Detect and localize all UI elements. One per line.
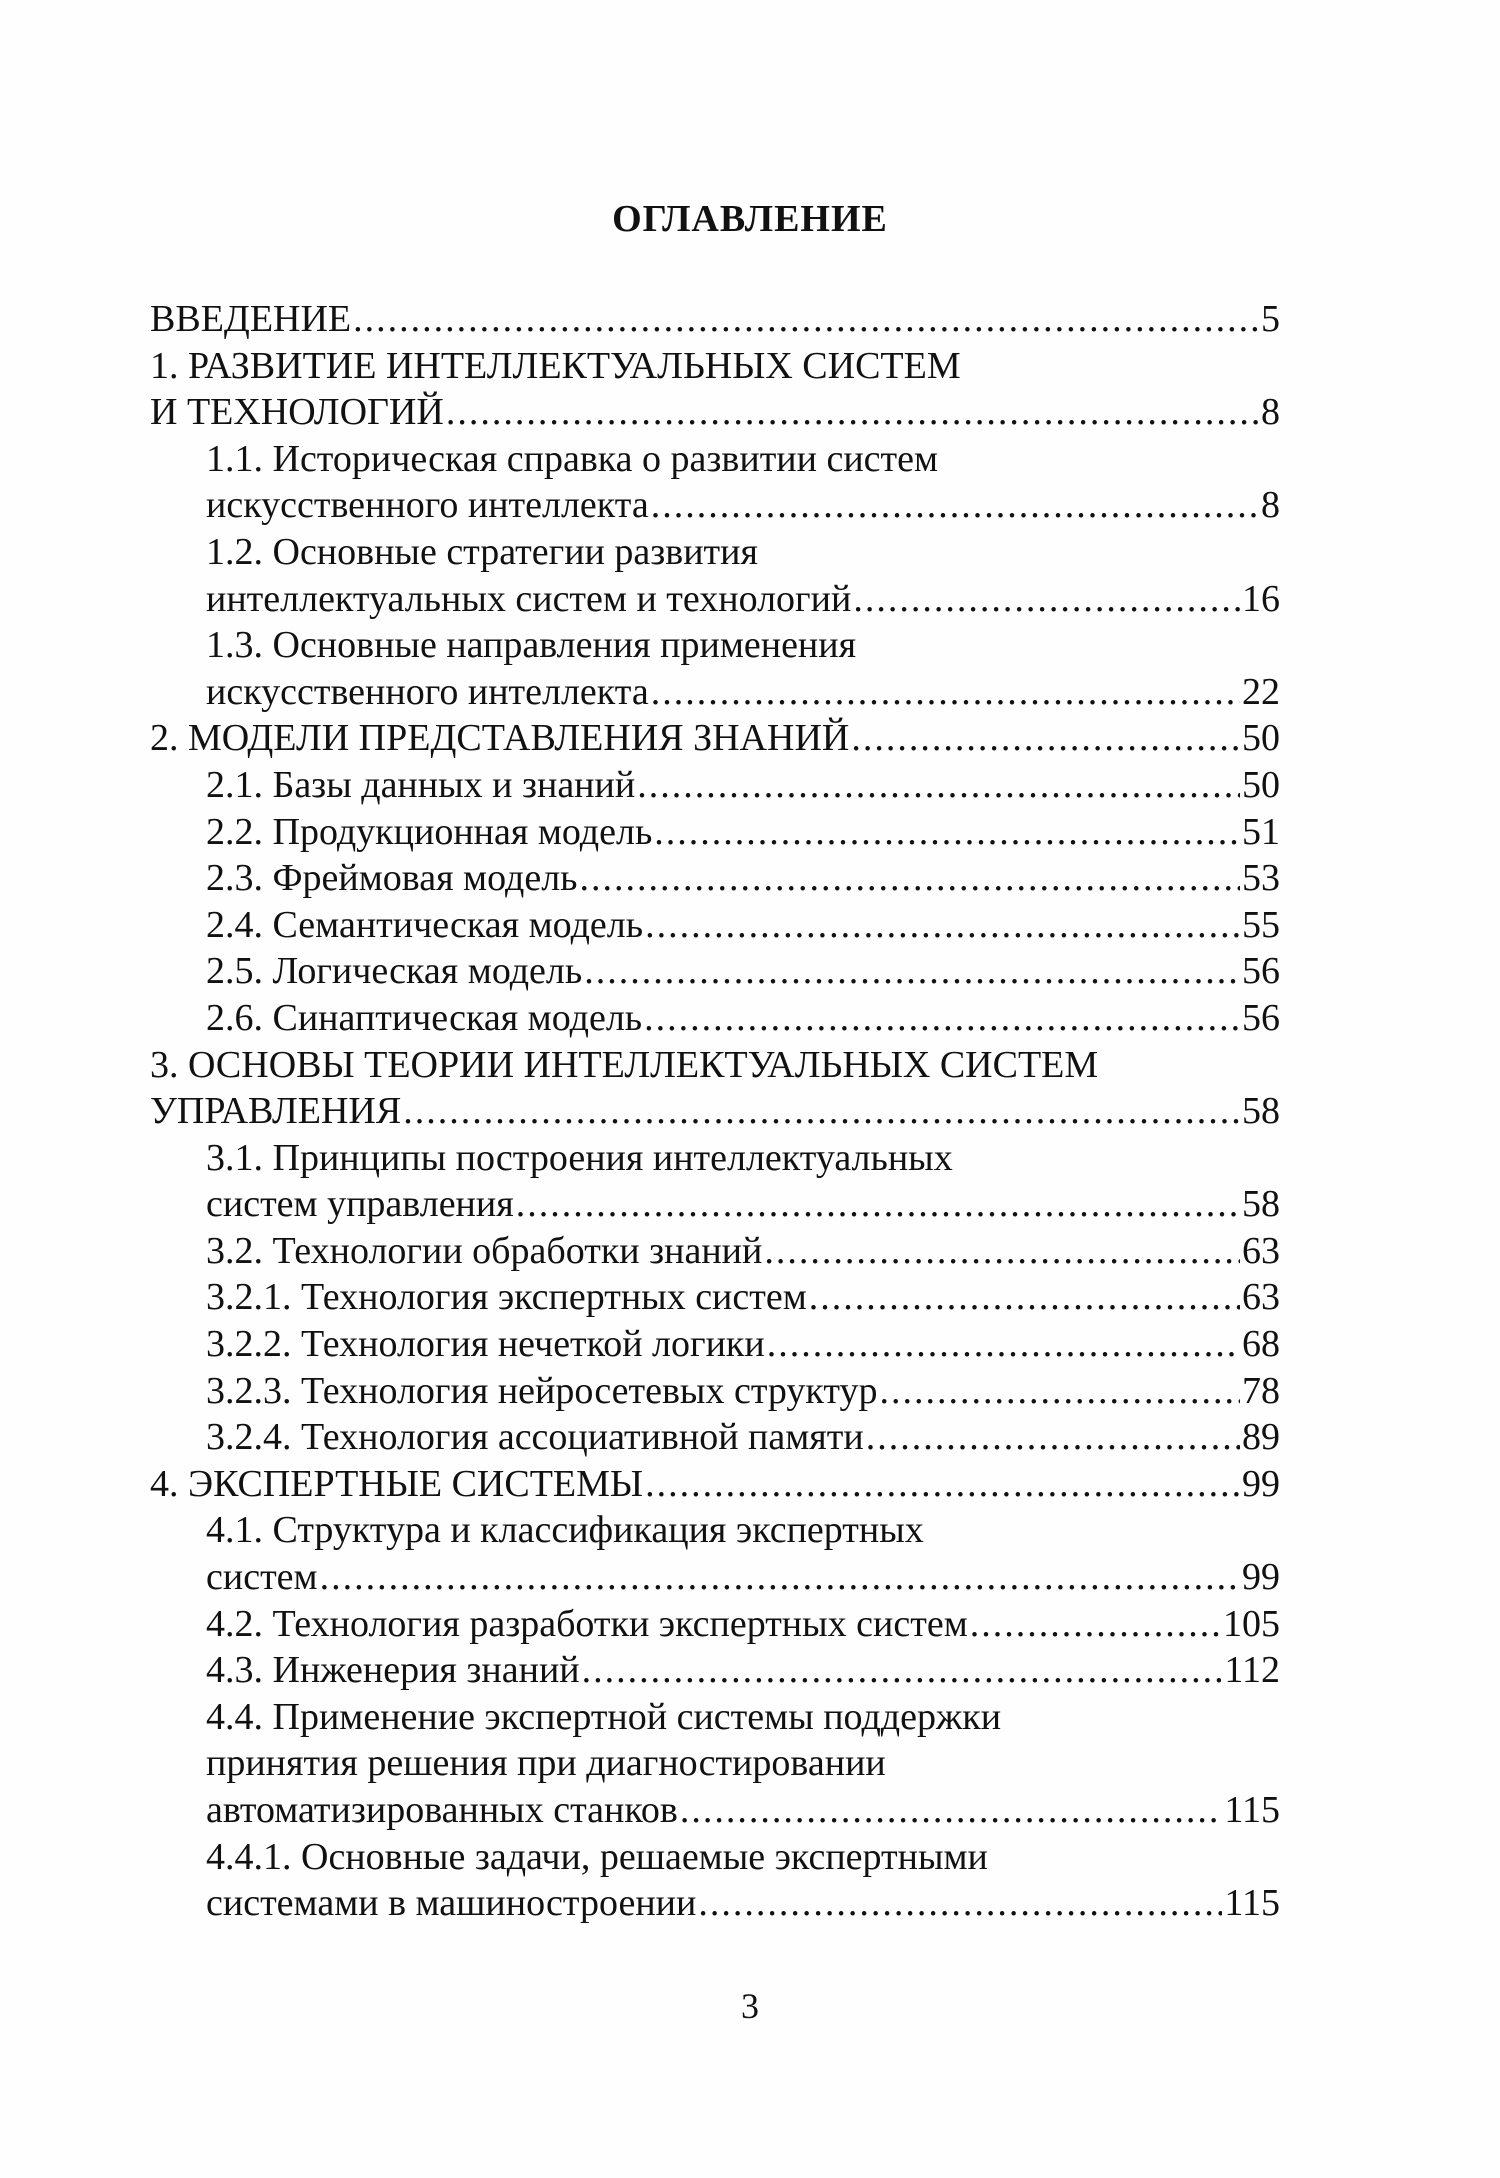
table-of-contents (150, 296, 1280, 1927)
toc-entry-text-line: принятия решения при диагностировании (206, 1742, 886, 1785)
toc-page-number: 22 (1242, 670, 1280, 713)
toc-page-number: 99 (1242, 1556, 1280, 1599)
dot-leader (767, 1321, 1240, 1368)
toc-page-number: 5 (1261, 298, 1280, 340)
toc-entry (206, 1414, 1280, 1461)
toc-entry-last-line (206, 669, 1280, 716)
dot-leader (353, 296, 1259, 343)
toc-entry-last-line (150, 1461, 1280, 1508)
toc-entry-text-line: 1. РАЗВИТИЕ ИНТЕЛЛЕКТУАЛЬНЫХ СИСТЕМ (150, 344, 961, 387)
toc-entry-last-line (206, 1274, 1280, 1321)
toc-entry-last-line (150, 715, 1280, 762)
toc-entry-text-line: И ТЕХНОЛОГИЙ (150, 391, 444, 434)
toc-entry-last-line (150, 296, 1280, 343)
toc-entry-last-line (206, 1321, 1280, 1368)
toc-entry-last-line (206, 1601, 1280, 1648)
toc-entry (206, 1507, 1280, 1600)
toc-entry-text-line: систем управления (206, 1183, 514, 1226)
toc-entry (150, 715, 1280, 762)
dot-leader (853, 576, 1240, 623)
dot-leader (645, 902, 1240, 949)
toc-entry (206, 1228, 1280, 1275)
dot-leader (680, 1787, 1223, 1834)
toc-entry (206, 1135, 1280, 1228)
page-number: 3 (741, 1986, 759, 2026)
toc-page-number: 105 (1223, 1602, 1280, 1645)
toc-entry-last-line (206, 1647, 1280, 1694)
toc-page-number: 8 (1261, 391, 1280, 434)
toc-entry (150, 343, 1280, 436)
toc-entry-text-line: 2. МОДЕЛИ ПРЕДСТАВЛЕНИЯ ЗНАНИЙ (150, 717, 850, 760)
toc-entry (206, 1647, 1280, 1694)
toc-page-number: 63 (1242, 1276, 1280, 1319)
toc-entry-text-line: УПРАВЛЕНИЯ (150, 1090, 402, 1133)
toc-entry-text-line: автоматизированных станков (206, 1789, 678, 1831)
toc-entry (206, 1601, 1280, 1648)
toc-entry (206, 529, 1280, 622)
toc-page-number: 89 (1242, 1416, 1280, 1459)
dot-leader (764, 1228, 1240, 1275)
toc-entry-text-line: искусственного интеллекта (206, 484, 649, 527)
dot-leader (580, 855, 1240, 902)
toc-entry-text-line: 4. ЭКСПЕРТНЫЕ СИСТЕМЫ (150, 1462, 644, 1505)
dot-leader (446, 389, 1259, 436)
toc-entry-last-line (206, 809, 1280, 856)
dot-leader (970, 1601, 1221, 1648)
toc-entry-text-line: 2.1. Базы данных и знаний (206, 763, 636, 806)
toc-page-number: 8 (1261, 484, 1280, 527)
toc-entry-text-line: 3.2.3. Технология нейросетевых структур (206, 1369, 878, 1412)
toc-entry-text-line: 1.3. Основные направления применения (206, 624, 857, 667)
toc-entry-last-line (206, 995, 1280, 1042)
toc-entry-text-line: ВВЕДЕНИЕ (150, 298, 352, 340)
toc-entry (206, 1834, 1280, 1927)
toc-entry (206, 809, 1280, 856)
dot-leader (851, 715, 1240, 762)
toc-page-number: 112 (1224, 1649, 1280, 1692)
dot-leader (645, 1461, 1240, 1508)
toc-page-number: 115 (1224, 1789, 1280, 1831)
toc-page-number: 56 (1242, 996, 1280, 1039)
toc-entry-text-line: 1.1. Историческая справка о развитии систем (206, 437, 939, 480)
toc-entry (206, 622, 1280, 715)
dot-leader (516, 1181, 1240, 1228)
toc-page-number: 58 (1242, 1090, 1280, 1133)
toc-entry-text-line: 1.2. Основные стратегии развития (206, 530, 758, 573)
dot-leader (879, 1368, 1240, 1415)
toc-entry (206, 1321, 1280, 1368)
dot-leader (809, 1274, 1240, 1321)
toc-entry (150, 1042, 1280, 1135)
toc-entry (206, 1274, 1280, 1321)
toc-entry-last-line (206, 1554, 1280, 1601)
toc-entry-text-line: 3.2.2. Технология нечеткой логики (206, 1323, 765, 1366)
toc-entry-last-line (206, 1880, 1280, 1927)
toc-page-number: 53 (1242, 857, 1280, 900)
toc-page-number: 50 (1242, 717, 1280, 760)
toc-entry-last-line (206, 902, 1280, 949)
toc-entry-last-line (206, 1414, 1280, 1461)
toc-title: ОГЛАВЛЕНИЕ (612, 198, 888, 240)
toc-entry-last-line (206, 948, 1280, 995)
toc-page-number: 78 (1242, 1369, 1280, 1412)
toc-entry (206, 855, 1280, 902)
toc-page-number: 68 (1242, 1323, 1280, 1366)
toc-entry-text-line: 2.3. Фреймовая модель (206, 857, 578, 900)
toc-entry (206, 1694, 1280, 1834)
toc-page-number: 58 (1242, 1183, 1280, 1226)
dot-leader (584, 948, 1240, 995)
toc-entry-text-line: 3.2.1. Технология экспертных систем (206, 1276, 807, 1319)
toc-page-number: 56 (1242, 950, 1280, 993)
toc-entry-text-line: 3.2. Технологии обработки знаний (206, 1229, 763, 1272)
toc-entry (206, 902, 1280, 949)
toc-entry-text-line: 2.2. Продукционная модель (206, 810, 653, 853)
toc-entry (150, 296, 1280, 343)
toc-page-number: 50 (1242, 763, 1280, 806)
toc-entry-text-line: интеллектуальных систем и технологий (206, 577, 852, 620)
toc-entry-last-line (206, 1228, 1280, 1275)
toc-page-number: 55 (1242, 903, 1280, 946)
dot-leader (637, 762, 1240, 809)
toc-entry-text-line: 4.4. Применение экспертной системы поддержки (206, 1695, 1002, 1738)
toc-entry (150, 1461, 1280, 1508)
dot-leader (403, 1088, 1240, 1135)
toc-entry-last-line (206, 1787, 1280, 1834)
toc-entry-last-line (206, 482, 1280, 529)
toc-entry-last-line (150, 1088, 1280, 1135)
toc-page-number: 51 (1242, 810, 1280, 853)
toc-entry (206, 1368, 1280, 1415)
toc-entry-text-line: 3. ОСНОВЫ ТЕОРИИ ИНТЕЛЛЕКТУАЛЬНЫХ СИСТЕМ (150, 1043, 1099, 1086)
toc-entry-last-line (206, 762, 1280, 809)
toc-entry-last-line (206, 1181, 1280, 1228)
toc-entry-text-line: системами в машиностроении (206, 1882, 697, 1925)
dot-leader (644, 995, 1240, 1042)
dot-leader (651, 669, 1240, 716)
toc-entry-text-line: 2.5. Логическая модель (206, 950, 583, 993)
toc-page-number: 63 (1242, 1229, 1280, 1272)
toc-entry (206, 995, 1280, 1042)
toc-entry-last-line (150, 389, 1280, 436)
toc-entry-last-line (206, 855, 1280, 902)
toc-entry-last-line (206, 576, 1280, 623)
toc-entry (206, 762, 1280, 809)
toc-entry-text-line: искусственного интеллекта (206, 670, 649, 713)
dot-leader (654, 809, 1240, 856)
toc-entry-text-line: 2.4. Семантическая модель (206, 903, 644, 946)
dot-leader (866, 1414, 1240, 1461)
toc-entry-text-line: 3.1. Принципы построения интеллектуальных (206, 1136, 953, 1179)
toc-entry-text-line: систем (206, 1556, 318, 1599)
dot-leader (582, 1647, 1223, 1694)
toc-entry-text-line: 4.3. Инженерия знаний (206, 1649, 580, 1692)
toc-entry-text-line: 4.2. Технология разработки экспертных систем (206, 1602, 968, 1645)
toc-page-number: 99 (1242, 1462, 1280, 1505)
toc-entry-text-line: 2.6. Синаптическая модель (206, 996, 643, 1039)
dot-leader (651, 482, 1259, 529)
toc-entry-text-line: 4.1. Структура и классификация экспертных (206, 1509, 924, 1552)
toc-page-number: 115 (1224, 1882, 1280, 1925)
dot-leader (320, 1554, 1240, 1601)
toc-entry-last-line (206, 1368, 1280, 1415)
toc-entry-text-line: 4.4.1. Основные задачи, решаемые экспертными (206, 1835, 988, 1878)
toc-entry-text-line: 3.2.4. Технология ассоциативной памяти (206, 1416, 864, 1459)
dot-leader (698, 1880, 1222, 1927)
toc-entry (206, 436, 1280, 529)
toc-page-number: 16 (1242, 577, 1280, 620)
toc-entry (206, 948, 1280, 995)
